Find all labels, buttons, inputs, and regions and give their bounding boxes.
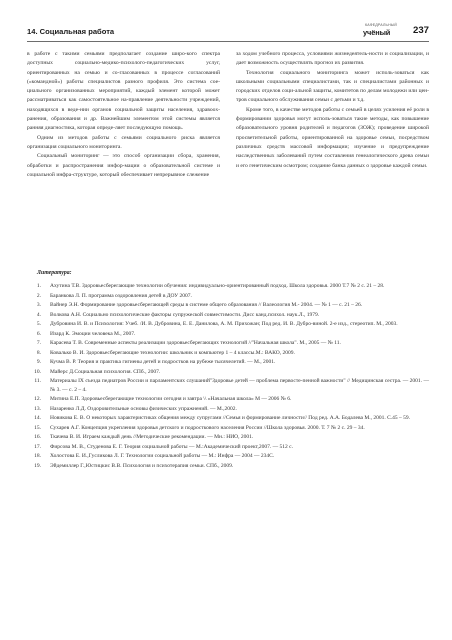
reference-item: [27, 320, 429, 329]
references-list: [27, 282, 429, 471]
reference-text: Холостова Е. И.,Гусликова Л. Г. Технологии социальной работы — М.: Инфра — 2004 — 234С.: [50, 453, 275, 460]
page-number: 237: [412, 25, 429, 36]
reference-text: Баранкова Л. П. программа оздоровления детей в ДОУ 2007.: [50, 292, 192, 299]
reference-number: 5.: [36, 321, 41, 327]
reference-text: Кучма В. Р. Теория и практика гигиены детей и подростков на рубеже тысячелетий. — М., 2001.: [50, 359, 276, 365]
header-divider: [27, 41, 429, 42]
reference-item: [27, 301, 429, 310]
reference-number: 6.: [36, 330, 41, 337]
journal-brand-prefix: КАФЕДРАЛЬНЫЙ: [365, 23, 398, 27]
reference-item: [27, 452, 429, 461]
reference-number: 9.: [36, 359, 41, 365]
body-paragraph: Одним из методов работы с семьями социального риска является организация социального мониторинга.: [27, 134, 220, 150]
section-title: 14. Социальная работа: [27, 27, 115, 36]
reference-number: 2.: [36, 292, 41, 299]
reference-item: [27, 424, 429, 433]
right-text-column: [236, 50, 429, 171]
reference-number: 15.: [34, 424, 41, 431]
reference-text: Эйдемиллер Г.,Юстицкис В.В. Психология и психотерапия семьи. СПб., 2009.: [50, 462, 234, 469]
reference-number: 12.: [34, 396, 41, 403]
body-paragraph: Кроме того, в качестве методов работы с семьей в целях усиления её роли в формировании здоровья могут исполь-зоваться такие методы, как повышение образовательного уровня родителей и педагогов (ЗОЖ); проведение широкой просветительной работы, ориентированной на здоровье семьи, посредством различных средств массовой информации; изучение и предупреждение наследственных заболеваний путем составления генеалогического древа семьи и его генетическим осмотром; создание банка данных о здоровье каждой семьи.: [236, 106, 429, 169]
body-paragraph: Социальный мониторинг — это способ организации сбора, хранения, обработки и распространения инфор-мации о образовательной системе и социальной инфра-структуре, который обеспечивает непрерывное слежение: [27, 153, 220, 178]
reference-number: 8.: [36, 349, 41, 356]
reference-text: Волкова А.Н. Социально психологические факторы супружеской совместимости. Дисс канд.психол. наук.Л., 1979.: [50, 311, 320, 318]
reference-item: [27, 358, 429, 367]
reference-number: 1.: [36, 283, 41, 289]
reference-item: [27, 462, 429, 471]
reference-item: [27, 433, 429, 442]
journal-brand-logo: учёный: [363, 28, 391, 37]
reference-item: [27, 292, 429, 301]
reference-number: 17.: [34, 443, 41, 450]
reference-text: Карасева Т. В. Современные аспекты реализации здоровьесберегающих технологий //"Начальная школа". М., 2005 — № 11.: [50, 340, 341, 346]
reference-text: Митина Е.П. Здоровьесберегающие технологии сегодня и завтра \\ «Начальная школа» М — 2006 № 6.: [50, 396, 292, 403]
page-header: [27, 24, 429, 38]
body-paragraph: Технология социального мониторинга может исполь-зоваться как школьными социальными специалистами, так и специалистами районных и городских отделов соци-альной защиты, комитетов по делам молодежи или цен-тров социального обслуживания семьи с детьми и т.д.: [236, 69, 429, 104]
reference-text: Изард К. Эмоции человека М., 2007.: [50, 330, 136, 337]
reference-text: Материалы IX съезда педиатров России и парламентских слушаний"Здоровье детей — проблема первосте-пенной важности" // Медицинская сестра. — 2001. — № 3. — с. 2 – 4.: [50, 378, 429, 393]
reference-item: [27, 405, 429, 414]
reference-number: 16.: [34, 434, 41, 441]
reference-text: Фирсова М. В., Студенова Е. Г. Теория социальной работы — М.:Академический проект,2007. — 512 с.: [50, 443, 293, 450]
reference-item: [27, 330, 429, 339]
reference-number: 3.: [36, 302, 41, 308]
reference-text: Ахутина Т.В. Здоровьесберегающие технологии обучения: индивидуально-ориентированный подход. Школа здоровья. 2000 Т.7 № 2 с. 21 – 28.: [50, 283, 385, 289]
body-paragraph: в работе с такими семьями предполагает создание широ-кого спектра доступных социально-медико-психолого-педагогических услуг, ориентированных на семью и со-гласованных в процессе согласований («командной») работы специалистов разного профиля. Это система сое-циального организованных мероприятий, каждый элемент которой может рассматриваться как самостоятельное на-правление деятельности учреждений, находящихся в веде-нии органов социальной защиты населения, здравоох-ранения, образования и др. Важнейшим элементом этой системы является ранняя диагностика, которая опреде-ляет последующую помощь.: [27, 51, 220, 132]
body-paragraph: за ходом учебного процесса, условиями жизнедеятель-ности и социализации, и дает возможность осуществлять прогноз их развития.: [236, 51, 429, 67]
reference-item: [27, 443, 429, 452]
reference-number: 18.: [34, 453, 41, 460]
reference-number: 19.: [34, 462, 41, 469]
reference-number: 11.: [34, 378, 41, 384]
reference-number: 10.: [34, 368, 41, 375]
reference-text: Назаренко Л.Д. Оздоровительные основы физических упражнений. — М.,2002.: [50, 405, 237, 412]
reference-text: Дубровина И. В. и Психология: Учеб. /И. В. Дубровина, Е. Е. Данилова, А. М. Прихожан; Под ред. И. В. Дубро-виной. 2-е изд., стереотип. М., 2003.: [50, 321, 398, 327]
reference-item: [27, 368, 429, 377]
references-title: Литература:: [37, 270, 72, 276]
reference-item: [27, 349, 429, 358]
reference-text: Сухарев А.Г. Концепция укрепления здоровья детского и подросткового населения России //Школа здоровья. 2000. Т. 7 № 2 с. 29 – 34.: [50, 424, 365, 431]
reference-item: [27, 311, 429, 320]
reference-text: Ковалько В. И. Здоровьесберегающие технологии: школьник и компьютер 1 – 4 классы.М.: ВАКО, 2009.: [50, 349, 295, 356]
reference-number: 7.: [36, 340, 41, 346]
reference-number: 14.: [34, 415, 41, 422]
reference-text: Вайнер Э.Н. Формирование здоровьесберегающей среды в системе общего образования // Валеология М.- 2004. — № 1 — с. 21 – 26.: [50, 302, 363, 308]
left-text-column: [27, 50, 220, 180]
reference-item: [27, 414, 429, 423]
reference-item: [27, 377, 429, 395]
reference-text: Ткачева В. И. Играем каждый день //Методические рекомендации. — Мн.: НИО, 2001.: [50, 434, 254, 441]
reference-number: 4.: [36, 311, 41, 318]
reference-item: [27, 395, 429, 404]
reference-text: Новикова Е. В. О некоторых характеристиках общения между супругами //Семья и формирование личности// Под ред. А.А. Бодалева М., 2001. С.45 – 59.: [50, 415, 411, 422]
reference-text: Майерс Д.Социальная психология. СПб., 2007.: [50, 368, 161, 375]
reference-item: [27, 339, 429, 348]
reference-number: 13.: [34, 405, 41, 412]
reference-item: [27, 282, 429, 291]
references-section: [27, 268, 429, 471]
